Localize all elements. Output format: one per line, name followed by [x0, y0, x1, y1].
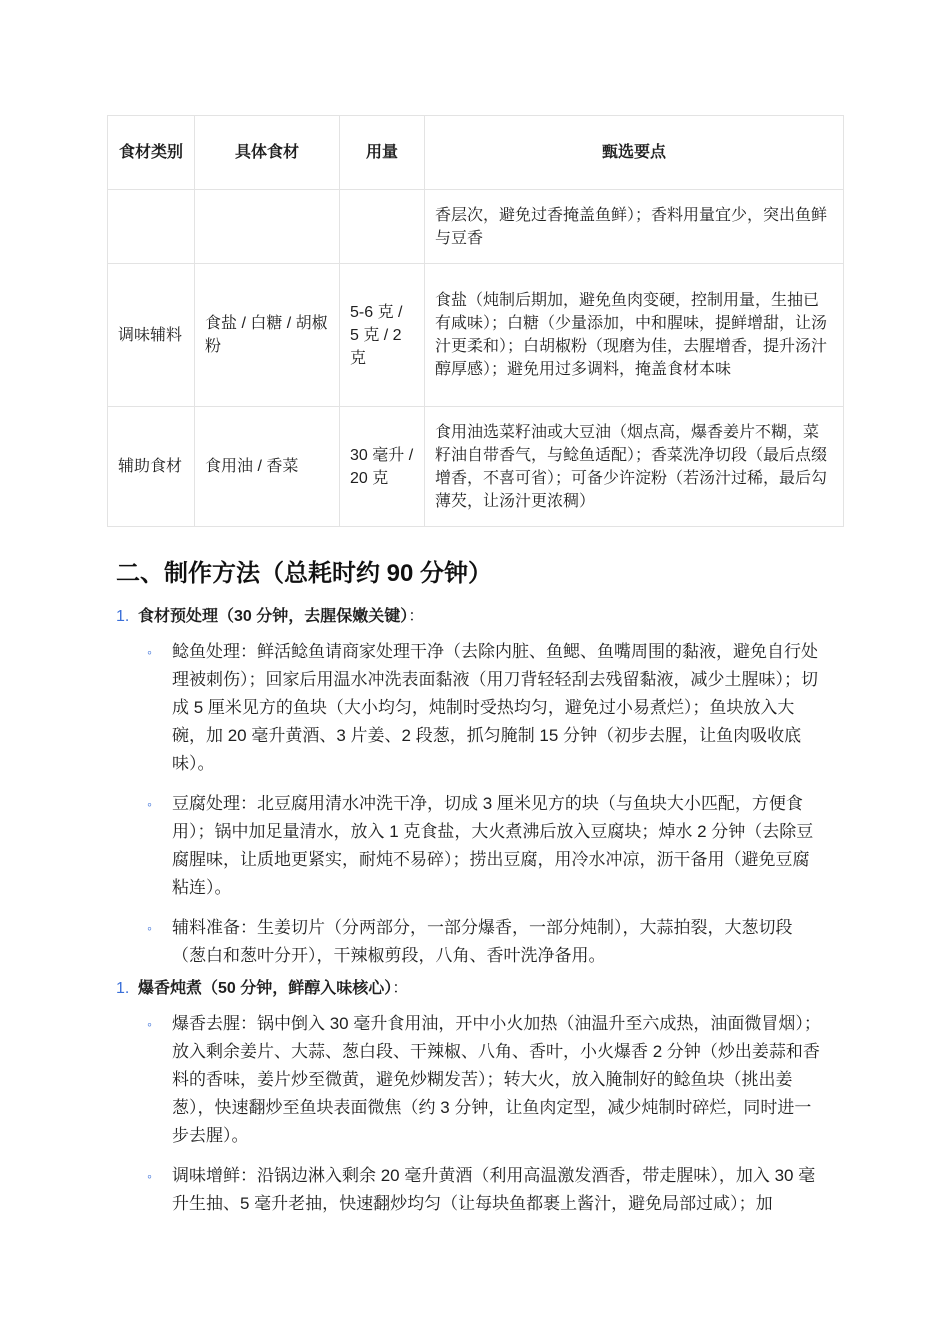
list-item: ◦ 豆腐处理：北豆腐用清水冲洗干净，切成 3 厘米见方的块（与鱼块大小匹配，方便食用）；锅中加足量清水，放入 1 克食盐，大火煮沸后放入豆腐块；焯水 2 分钟（去除豆腐腥味，让质地更紧实，耐炖不易碎）；捞出豆腐，用冷水冲凉，沥干备用（避免豆腐粘连）。	[116, 790, 824, 902]
cell	[195, 190, 340, 264]
step-colon: ：	[408, 608, 425, 625]
list-item: ◦ 爆香去腥：锅中倒入 30 毫升食用油，开中小火加热（油温升至六成热，油面微冒烟）；放入剩余姜片、大蒜、葱白段、干辣椒、八角、香叶，小火爆香 2 分钟（炒出姜蒜和香料的香味，姜片炒至微黄，避免炒糊发苦）；转大火，放入腌制好的鲶鱼块（挑出姜葱），快速翻炒至鱼块表面微焦（约 3 分钟，让鱼肉定型，减少炖制时碎烂，同时进一步去腥）。	[116, 1010, 824, 1150]
step-items	[116, 1010, 836, 1218]
cell	[340, 190, 425, 264]
list-item: ◦ 辅料准备：生姜切片（分两部分，一部分爆香，一部分炖制），大蒜拍裂，大葱切段（葱白和葱叶分开），干辣椒剪段，八角、香叶洗净备用。	[116, 914, 824, 970]
ingredients-table	[107, 115, 844, 527]
list-item: ◦ 鲶鱼处理：鲜活鲶鱼请商家处理干净（去除内脏、鱼鳃、鱼嘴周围的黏液，避免自行处理被刺伤）；回家后用温水冲洗表面黏液（用刀背轻轻刮去残留黏液，减少土腥味）；切成 5 厘米见方的鱼块（大小均匀，炖制时受热均匀，避免过小易煮烂）；鱼块放入大碗，加 20 毫升黄酒、3 片姜、2 段葱，抓匀腌制 15 分钟（初步去腥，让鱼肉吸收底味）。	[116, 638, 824, 778]
cell: 香层次，避免过香掩盖鱼鲜）；香料用量宜少，突出鱼鲜与豆香	[425, 190, 844, 264]
cell: 30 毫升 / 20 克	[340, 407, 425, 527]
step-title: 食材预处理（30 分钟，去腥保嫩关键）	[138, 608, 409, 625]
table-row	[108, 190, 844, 264]
step-number: 1.	[116, 980, 130, 997]
cell: 辅助食材	[108, 407, 195, 527]
step-number: 1.	[116, 608, 130, 625]
cell: 食用油选菜籽油或大豆油（烟点高，爆香姜片不糊，菜籽油自带香气，与鲶鱼适配）；香菜洗净切段（最后点缀增香，不喜可省）；可备少许淀粉（若汤汁过稀，最后勾薄芡，让汤汁更浓稠）	[425, 407, 844, 527]
table-row	[108, 264, 844, 407]
cell	[108, 190, 195, 264]
section-title: 二、制作方法（总耗时约 90 分钟）	[116, 560, 493, 587]
table-header-row	[108, 116, 844, 190]
cell: 食盐 / 白糖 / 胡椒粉	[195, 264, 340, 407]
header-tips: 甄选要点	[425, 116, 844, 190]
list-item: ◦ 调味增鲜：沿锅边淋入剩余 20 毫升黄酒（利用高温激发酒香，带走腥味），加入 30 毫升生抽、5 毫升老抽，快速翻炒均匀（让每块鱼都裹上酱汁，避免局部过咸）；加	[116, 1162, 824, 1218]
header-category: 食材类别	[108, 116, 195, 190]
step-heading	[116, 975, 836, 998]
cell: 食用油 / 香菜	[195, 407, 340, 527]
step-colon: ：	[392, 980, 409, 997]
step-heading	[116, 603, 836, 626]
step-items	[116, 638, 836, 970]
table-row	[108, 407, 844, 527]
header-ingredient: 具体食材	[195, 116, 340, 190]
cell: 调味辅料	[108, 264, 195, 407]
cell: 食盐（炖制后期加，避免鱼肉变硬，控制用量，生抽已有咸味）；白糖（少量添加，中和腥味，提鲜增甜，让汤汁更柔和）；白胡椒粉（现磨为佳，去腥增香，提升汤汁醇厚感）；避免用过多调料，掩盖食材本味	[425, 264, 844, 407]
header-amount: 用量	[340, 116, 425, 190]
step-1	[116, 603, 836, 970]
step-title: 爆香炖煮（50 分钟，鲜醇入味核心）	[138, 980, 393, 997]
step-2	[116, 975, 836, 1218]
cell: 5-6 克 / 5 克 / 2 克	[340, 264, 425, 407]
